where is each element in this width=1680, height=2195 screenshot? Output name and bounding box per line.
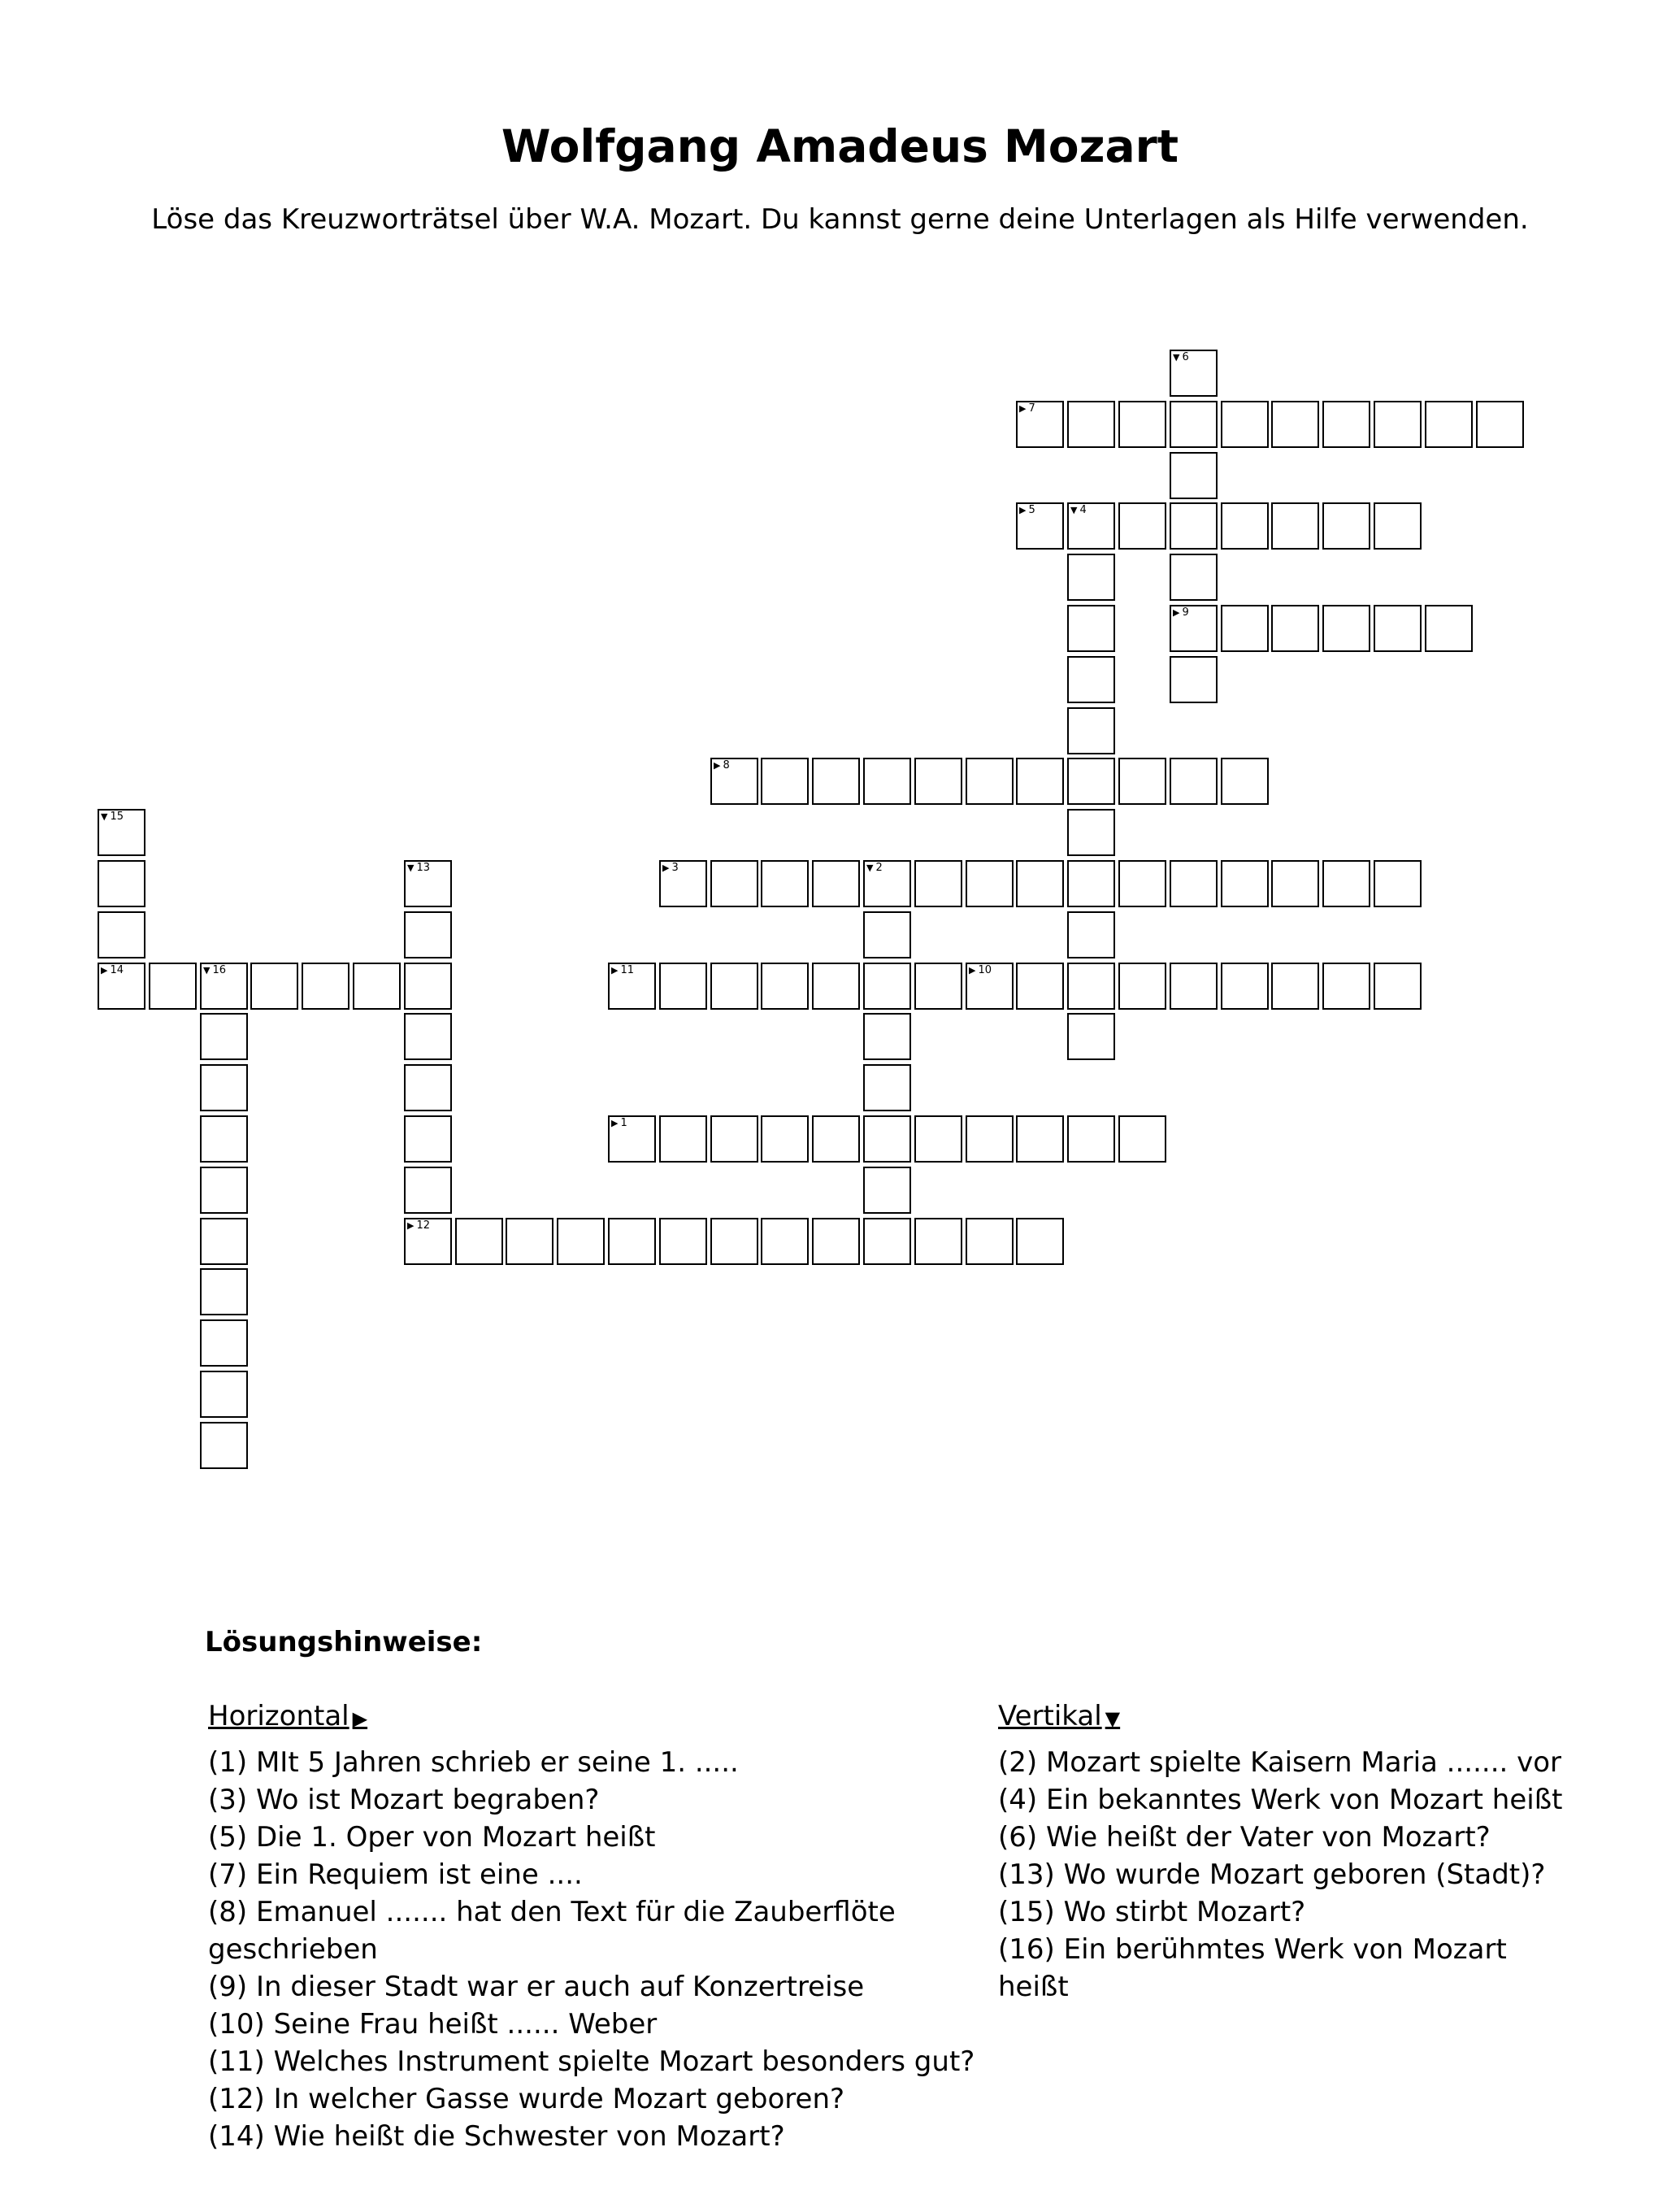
crossword-cell[interactable] xyxy=(1322,605,1370,652)
crossword-cell[interactable] xyxy=(710,860,758,907)
crossword-cell[interactable] xyxy=(557,1218,605,1265)
crossword-cell[interactable] xyxy=(1016,758,1064,805)
crossword-cell[interactable] xyxy=(200,1064,248,1111)
clue-number-label xyxy=(611,965,634,976)
clue-number: 3 xyxy=(671,862,679,874)
clue-number: 12 xyxy=(416,1219,431,1232)
clue-horizontal-12: (12) In welcher Gasse wurde Mozart geboren? xyxy=(208,2083,845,2115)
crossword-cell[interactable] xyxy=(200,1422,248,1469)
crossword-cell[interactable] xyxy=(404,911,452,958)
crossword-cell[interactable] xyxy=(812,1115,860,1163)
crossword-cell[interactable] xyxy=(1374,502,1422,550)
crossword-cell[interactable] xyxy=(863,1064,911,1111)
arrow-right-icon: ▶ xyxy=(611,1118,619,1128)
clue-horizontal-5: (5) Die 1. Oper von Mozart heißt xyxy=(208,1821,656,1854)
clue-number: 14 xyxy=(110,964,124,976)
crossword-cell[interactable] xyxy=(200,1013,248,1060)
crossword-cell[interactable] xyxy=(1170,350,1218,397)
horizontal-heading: Horizontal ▶ xyxy=(208,1700,368,1732)
crossword-cell[interactable] xyxy=(1221,401,1269,448)
clue-number: 16 xyxy=(212,964,227,976)
clue-number-label xyxy=(101,965,124,976)
instructions-text: Löse das Kreuzworträtsel über W.A. Mozart. Du kannst gerne deine Unterlagen als Hilfe verwenden. xyxy=(151,203,1529,236)
crossword-cell[interactable] xyxy=(1271,605,1319,652)
crossword-cell[interactable] xyxy=(710,1218,758,1265)
crossword-cell[interactable] xyxy=(1067,1013,1115,1060)
crossword-cell[interactable] xyxy=(659,963,707,1010)
clue-number: 5 xyxy=(1028,504,1035,516)
clue-horizontal-14: (14) Wie heißt die Schwester von Mozart? xyxy=(208,2120,785,2153)
crossword-cell[interactable] xyxy=(1016,1218,1064,1265)
horizontal-clues xyxy=(208,1697,988,2155)
clue-number: 1 xyxy=(620,1117,627,1129)
crossword-cell[interactable] xyxy=(659,860,707,907)
clue-number-label xyxy=(407,1220,430,1232)
crossword-cell[interactable] xyxy=(1170,860,1218,907)
arrow-right-icon: ▶ xyxy=(611,965,619,976)
clue-vertical-6: (6) Wie heißt der Vater von Mozart? xyxy=(998,1821,1491,1854)
crossword-cell[interactable] xyxy=(863,963,911,1010)
crossword-cell[interactable] xyxy=(608,1218,656,1265)
crossword-cell[interactable] xyxy=(966,860,1014,907)
clue-number: 9 xyxy=(1182,606,1189,619)
crossword-cell[interactable] xyxy=(1476,401,1524,448)
clue-number-label xyxy=(1019,403,1035,415)
crossword-cell[interactable] xyxy=(1067,860,1115,907)
crossword-cell[interactable] xyxy=(1016,1115,1064,1163)
crossword-cell[interactable] xyxy=(608,963,656,1010)
arrow-down-icon: ▼ xyxy=(101,811,108,822)
crossword-cell[interactable] xyxy=(404,1218,452,1265)
crossword-cell[interactable] xyxy=(966,1115,1014,1163)
crossword-cell[interactable] xyxy=(812,1218,860,1265)
crossword-cell[interactable] xyxy=(1170,554,1218,601)
clue-number: 2 xyxy=(875,862,883,874)
clue-vertical-2: (2) Mozart spielte Kaisern Maria ....... vor xyxy=(998,1746,1562,1779)
arrow-right-icon: ▶ xyxy=(714,760,721,771)
crossword-cell[interactable] xyxy=(200,963,248,1010)
crossword-cell[interactable] xyxy=(1016,963,1064,1010)
crossword-cell[interactable] xyxy=(1067,707,1115,754)
crossword-cell[interactable] xyxy=(1271,502,1319,550)
crossword-cell[interactable] xyxy=(1067,809,1115,856)
crossword-cell[interactable] xyxy=(863,1115,911,1163)
crossword-cell[interactable] xyxy=(966,963,1014,1010)
crossword-cell[interactable] xyxy=(1170,401,1218,448)
crossword-cell[interactable] xyxy=(404,1064,452,1111)
crossword-cell[interactable] xyxy=(1067,605,1115,652)
vertical-heading: Vertikal ▼ xyxy=(998,1700,1121,1732)
clue-vertical-4: (4) Ein bekanntes Werk von Mozart heißt xyxy=(998,1784,1563,1816)
crossword-cell[interactable] xyxy=(1322,963,1370,1010)
clue-horizontal-8: (8) Emanuel ....... hat den Text für die Zauberflöte geschrieben xyxy=(208,1896,896,1966)
crossword-cell[interactable] xyxy=(200,1319,248,1367)
crossword-cell[interactable] xyxy=(812,758,860,805)
crossword-cell[interactable] xyxy=(149,963,197,1010)
crossword-cell[interactable] xyxy=(863,1167,911,1214)
crossword-cell[interactable] xyxy=(966,758,1014,805)
crossword-cell[interactable] xyxy=(404,1013,452,1060)
clue-number-label xyxy=(1019,505,1035,516)
crossword-cell[interactable] xyxy=(1322,502,1370,550)
crossword-cell[interactable] xyxy=(1170,605,1218,652)
clue-number: 13 xyxy=(416,862,431,874)
crossword-cell[interactable] xyxy=(353,963,401,1010)
crossword-cell[interactable] xyxy=(1221,502,1269,550)
crossword-cell[interactable] xyxy=(1170,656,1218,703)
crossword-cell[interactable] xyxy=(761,1115,809,1163)
crossword-cell[interactable] xyxy=(1374,963,1422,1010)
crossword-cell[interactable] xyxy=(1067,758,1115,805)
clue-horizontal-11: (11) Welches Instrument spielte Mozart besonders gut? xyxy=(208,2045,975,2078)
arrow-right-icon: ▶ xyxy=(1173,607,1180,618)
crossword-cell[interactable] xyxy=(404,860,452,907)
crossword-cell[interactable] xyxy=(761,963,809,1010)
crossword-cell[interactable] xyxy=(1170,758,1218,805)
crossword-cell[interactable] xyxy=(455,1218,503,1265)
crossword-cell[interactable] xyxy=(506,1218,553,1265)
clue-number: 6 xyxy=(1182,351,1189,363)
clue-horizontal-7: (7) Ein Requiem ist eine .... xyxy=(208,1858,583,1891)
crossword-cell[interactable] xyxy=(710,963,758,1010)
crossword-cell[interactable] xyxy=(98,911,145,958)
crossword-cell[interactable] xyxy=(1118,502,1166,550)
crossword-cell[interactable] xyxy=(914,1218,962,1265)
crossword-cell[interactable] xyxy=(1067,911,1115,958)
crossword-cell[interactable] xyxy=(812,963,860,1010)
arrow-right-icon: ▶ xyxy=(1019,505,1027,515)
crossword-cell[interactable] xyxy=(863,758,911,805)
crossword-cell[interactable] xyxy=(761,860,809,907)
clue-number-label xyxy=(611,1118,627,1129)
clue-number-label xyxy=(866,863,883,874)
arrow-right-icon: ▶ xyxy=(969,965,976,976)
crossword-cell[interactable] xyxy=(914,963,962,1010)
page-title: Wolfgang Amadeus Mozart xyxy=(501,120,1179,172)
crossword-cell[interactable] xyxy=(1322,860,1370,907)
crossword-cell[interactable] xyxy=(659,1115,707,1163)
crossword-cell[interactable] xyxy=(863,1218,911,1265)
arrow-down-icon: ▼ xyxy=(1070,505,1078,515)
crossword-cell[interactable] xyxy=(200,1167,248,1214)
crossword-cell[interactable] xyxy=(1425,605,1473,652)
arrow-down-icon: ▼ xyxy=(407,863,415,873)
crossword-cell[interactable] xyxy=(710,1115,758,1163)
clue-number: 15 xyxy=(110,811,124,823)
crossword-cell[interactable] xyxy=(302,963,349,1010)
crossword-cell[interactable] xyxy=(1118,758,1166,805)
clue-number: 8 xyxy=(723,759,730,772)
crossword-cell[interactable] xyxy=(1067,963,1115,1010)
crossword-cell[interactable] xyxy=(1067,656,1115,703)
clue-horizontal-9: (9) In dieser Stadt war er auch auf Konzertreise xyxy=(208,1971,865,2003)
clue-horizontal-3: (3) Wo ist Mozart begraben? xyxy=(208,1784,600,1816)
clue-vertical-13: (13) Wo wurde Mozart geboren (Stadt)? xyxy=(998,1858,1546,1891)
crossword-cell[interactable] xyxy=(1067,502,1115,550)
clue-number-label xyxy=(1173,352,1189,363)
crossword-cell[interactable] xyxy=(1016,860,1064,907)
clue-vertical-15: (15) Wo stirbt Mozart? xyxy=(998,1896,1306,1928)
crossword-cell[interactable] xyxy=(914,1115,962,1163)
crossword-cell[interactable] xyxy=(1118,860,1166,907)
clue-number-label xyxy=(407,863,430,874)
crossword-cell[interactable] xyxy=(863,1013,911,1060)
crossword-cell[interactable] xyxy=(914,758,962,805)
clue-number: 10 xyxy=(978,964,992,976)
crossword-cell[interactable] xyxy=(98,963,145,1010)
crossword-cell[interactable] xyxy=(1271,963,1319,1010)
arrow-down-icon: ▼ xyxy=(1105,1707,1121,1730)
crossword-cell[interactable] xyxy=(250,963,298,1010)
arrow-down-icon: ▼ xyxy=(203,965,211,976)
clue-number-label xyxy=(1173,607,1189,619)
crossword-cell[interactable] xyxy=(863,860,911,907)
crossword-cell[interactable] xyxy=(200,1371,248,1418)
crossword-cell[interactable] xyxy=(1322,401,1370,448)
crossword-cell[interactable] xyxy=(1170,963,1218,1010)
crossword-cell[interactable] xyxy=(1271,860,1319,907)
crossword-cell[interactable] xyxy=(404,1115,452,1163)
clue-horizontal-10: (10) Seine Frau heißt ...... Weber xyxy=(208,2008,658,2041)
crossword-cell[interactable] xyxy=(812,860,860,907)
crossword-cell[interactable] xyxy=(1016,401,1064,448)
crossword-cell[interactable] xyxy=(404,963,452,1010)
crossword-cell[interactable] xyxy=(200,1268,248,1315)
crossword-cell[interactable] xyxy=(1374,860,1422,907)
clue-number-label xyxy=(1070,505,1087,516)
crossword-cell[interactable] xyxy=(1118,401,1166,448)
crossword-cell[interactable] xyxy=(863,911,911,958)
crossword-cell[interactable] xyxy=(1374,605,1422,652)
crossword-cell[interactable] xyxy=(404,1167,452,1214)
clue-number-label xyxy=(969,965,992,976)
crossword-cell[interactable] xyxy=(710,758,758,805)
crossword-cell[interactable] xyxy=(200,1218,248,1265)
crossword-cell[interactable] xyxy=(1374,401,1422,448)
crossword-cell[interactable] xyxy=(1067,401,1115,448)
clue-number-label xyxy=(662,863,679,874)
arrow-right-icon: ▶ xyxy=(1019,403,1027,414)
arrow-right-icon: ▶ xyxy=(407,1220,415,1231)
crossword-cell[interactable] xyxy=(914,860,962,907)
arrow-down-icon: ▼ xyxy=(866,863,874,873)
arrow-right-icon: ▶ xyxy=(662,863,670,873)
crossword-cell[interactable] xyxy=(1221,605,1269,652)
clue-number-label xyxy=(714,760,730,772)
crossword-cell[interactable] xyxy=(1221,963,1269,1010)
crossword-cell[interactable] xyxy=(1067,1115,1115,1163)
arrow-right-icon: ▶ xyxy=(101,965,108,976)
crossword-cell[interactable] xyxy=(98,860,145,907)
clue-number: 4 xyxy=(1079,504,1087,516)
crossword-cell[interactable] xyxy=(1221,860,1269,907)
crossword-cell[interactable] xyxy=(761,758,809,805)
clue-number-label xyxy=(203,965,226,976)
crossword-cell[interactable] xyxy=(1221,758,1269,805)
crossword-cell[interactable] xyxy=(608,1115,656,1163)
clue-number: 7 xyxy=(1028,402,1035,415)
clue-horizontal-1: (1) MIt 5 Jahren schrieb er seine 1. ..... xyxy=(208,1746,739,1779)
crossword-cell[interactable] xyxy=(200,1115,248,1163)
clue-number-label xyxy=(101,811,124,823)
clue-number: 11 xyxy=(620,964,635,976)
crossword-cell[interactable] xyxy=(1118,963,1166,1010)
crossword-cell[interactable] xyxy=(1170,452,1218,499)
crossword-cell[interactable] xyxy=(966,1218,1014,1265)
vertical-clues xyxy=(998,1697,1616,2006)
crossword-cell[interactable] xyxy=(761,1218,809,1265)
hints-heading: Lösungshinweise: xyxy=(205,1626,483,1658)
crossword-cell[interactable] xyxy=(1016,502,1064,550)
crossword-cell[interactable] xyxy=(1425,401,1473,448)
crossword-cell[interactable] xyxy=(98,809,145,856)
crossword-cell[interactable] xyxy=(1271,401,1319,448)
clue-vertical-16: (16) Ein berühmtes Werk von Mozart heißt xyxy=(998,1933,1507,2003)
crossword-cell[interactable] xyxy=(659,1218,707,1265)
crossword-cell[interactable] xyxy=(1170,502,1218,550)
crossword-cell[interactable] xyxy=(1118,1115,1166,1163)
crossword-cell[interactable] xyxy=(1067,554,1115,601)
arrow-down-icon: ▼ xyxy=(1173,352,1180,363)
arrow-right-icon: ▶ xyxy=(352,1707,368,1730)
